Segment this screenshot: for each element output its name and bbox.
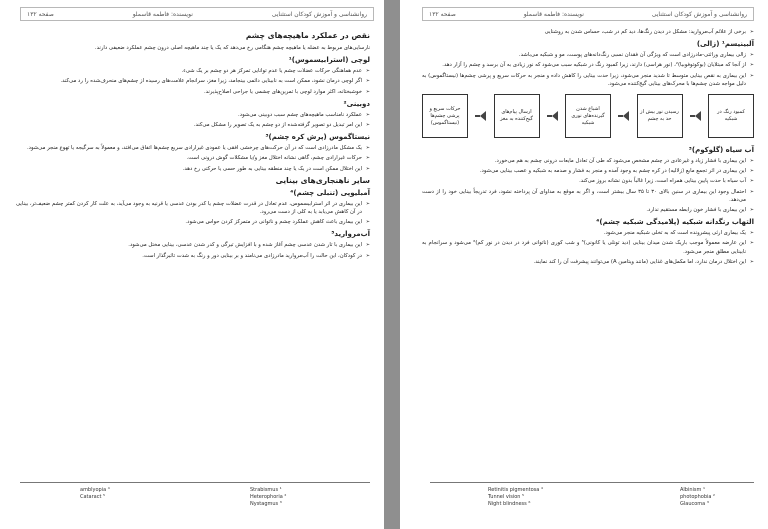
footnote: Albinism ¹: [680, 487, 705, 493]
bullet-item: ➢ از آنجا که مبتلایان (بوکوتوفوبیا)²، (نور هراسی) دارند، زیرا کمبود رنگ در شبکیه سبب می‌شود که نور زیادی به آن برسد و چشم را آزار دهد.: [422, 61, 754, 69]
section-heading: دوبینی²: [343, 99, 370, 108]
flow-box: کمبود رنگ در شبکیه: [708, 94, 754, 138]
bullet-item: ➢ این بیماری با تار شدن عدسی چشم آغاز شده و با افزایش تیرگی و کدر شدن عدسی، بینایی مختل می‌شود.: [16, 241, 370, 249]
section-heading: آب‌مروارید⁵: [331, 230, 370, 239]
footnote: Heterophoria ²: [250, 494, 287, 500]
bullet-item: ➢ این بیماری در اثر استرابیسموس، عدم تعادل در قدرت عضلات چشم یا کدر بودن عدسی یا قرنیه به وجود می‌آید، به علت کار کردن کمتر چشم ضعیف‌تر، بینایی در آن کاهش می‌یابد یا به کلی از دست می‌رود.: [16, 200, 370, 216]
bullet-item: ➢ عدم هماهنگی حرکات عضلات چشم یا عدم توانایی تمرکز هر دو چشم بر یک شیء.: [16, 67, 370, 75]
header-page-number: صفحه ۱۳۲: [27, 10, 54, 18]
flow-box: ارسال پیام‌های گیج‌کننده به مغز: [494, 94, 540, 138]
bullet-item: ➢ این اختلال ممکن است در یک یا چند منطقه بینایی به طور حسی یا حرکتی رخ دهد.: [16, 165, 370, 173]
footnotes-right-column: [680, 487, 715, 508]
header-author: نویسنده: فاطمه قاسملو: [132, 10, 193, 18]
section-heading: آلبینیسم¹ (زالی): [696, 40, 754, 49]
footnote: Strabismus ¹: [250, 487, 282, 493]
arrow-left-icon: [547, 111, 558, 121]
footnote: Nystagmus ³: [250, 501, 282, 507]
bullet-item: ➢ احتمال وجود این بیماری در سنین بالای ۳۰ تا ۳۵ سال بیشتر است، و اگر به موقع به مداوای آن پرداخته نشود، فرد تدریجاً بینایی خود را از دست می‌دهد.: [422, 188, 754, 204]
section-heading: نقص در عملکرد ماهیچه‌های چشم: [245, 31, 370, 40]
footnotes-right-column: [250, 487, 286, 508]
arrow-left-icon: [618, 111, 629, 121]
bullet-item: ➢ یک مشکل مادرزادی است که در آن حرکت‌های چرخشی افقی یا عمودی غیرارادی سریع چشم‌ها اتفاق می‌افتد، و معمولاً به سرگیجه یا تهوع منجر می‌شود.: [16, 144, 370, 152]
page-header: [20, 7, 374, 21]
bullet-item: ➢ این بیماری با فشار زیاد و غیرعادی در چشم مشخص می‌شود که طی آن تعادل مایعات درونی چشم به هم می‌خورد.: [422, 157, 754, 165]
footnotes-left-column: [80, 487, 110, 501]
section-heading: آمبلیوپی (تنبلی چشم)⁴: [290, 188, 370, 197]
section-heading: آب سیاه (گلوکوم)³: [688, 146, 754, 155]
footnotes: [430, 482, 754, 513]
bullet-item: ➢ حرکات غیرارادی چشم، گاهی نشانه اختلال مغز و/یا مشکلات گوش درونی است.: [16, 154, 370, 162]
header-book-title: روانشناسی و آموزش کودکان استثنایی: [651, 10, 747, 18]
section-heading: التهاب رنگدانه شبکیه (پلامیدگی شبکیه چشم)⁴: [596, 218, 754, 227]
paragraph: نارسایی‌های مربوط به عضله یا ماهیچه چشم هنگامی رخ می‌دهد که یک یا چند ماهیچه اصلی درون چشم عملکرد ضعیفی دارند.: [94, 45, 370, 51]
footnote: Night blindness ⁶: [488, 501, 531, 507]
page-body: [422, 28, 754, 268]
footnote: amblyopia ⁴: [80, 487, 110, 493]
section-heading: سایر ناهنجاری‌های بینایی: [275, 175, 370, 185]
bullet-item: ➢ این بیماری باعث کاهش عملکرد چشم و ناتوانی در متمرکز کردن حواس می‌شود.: [16, 218, 370, 226]
footnote: Retinitis pigmentosa ⁴: [488, 487, 543, 493]
bullet-item: ➢ آب سیاه با حدت پایین بینایی همراه است، زیرا غالباً بدون نشانه بروز می‌کند.: [422, 177, 754, 185]
bullet-item: ➢ خوشبختانه، اکثر موارد لوچی با تمرین‌های چشمی یا جراحی اصلاح‌پذیرند.: [16, 88, 370, 96]
bullet-item: ➢ این بیماری به نقص بینایی متوسط تا شدید منجر می‌شود، زیرا حدت بینایی را کاهش داده و منجر به حرکات سریع و پرشی چشم‌ها (نیستاگموس) به دلیل مواجه شدن چشم‌ها با محرک‌های بینایی گیج‌کننده می‌شود.: [422, 72, 754, 88]
arrow-left-icon: [690, 111, 701, 121]
bullet-item: ➢ این امر تبدیل دو تصویر گرفته‌شده از دو چشم به یک تصویر را مشکل می‌کند.: [16, 121, 370, 129]
header-author: نویسنده: فاطمه قاسملو: [523, 10, 584, 18]
footnote: Glaucoma ³: [680, 501, 709, 507]
bullet-item: ➢ یک بیماری ارثی پیشرونده است که به تخلی شبکیه منجر می‌شود.: [422, 229, 754, 237]
bullet-item: ➢ عملکرد نامناسب ماهیچه‌های چشم سبب دوبینی می‌شود.: [16, 111, 370, 119]
arrow-left-icon: [475, 111, 486, 121]
bullet-item: ➢ این بیماری در اثر تجمع مایع (زلالیه) در کره چشم به وجود آمده و منجر به فشار و صدمه به شبکیه و عصب بینایی می‌شود.: [422, 167, 754, 175]
footnote: Tunnel vision ⁵: [488, 494, 525, 500]
section-heading: لوچی (استرابیسموس)¹: [288, 56, 370, 65]
bullet-item: ➢ برخی از علائم آب‌مروارید: مشکل در دیدن رنگ‌ها، دید کم در شب، حساس شدن به روشنایی: [422, 28, 754, 36]
header-book-title: روانشناسی و آموزش کودکان استثنایی: [271, 10, 367, 18]
page-body: [16, 28, 370, 262]
bullet-item: ➢ این اختلال درمان ندارد، اما مکمل‌های غذایی (مانند ویتامین A) می‌توانند پیشرفت آن را کند نمایند.: [422, 258, 754, 266]
flow-box: اشباع شدن گیرنده‌های نوری شبکیه: [565, 94, 611, 138]
header-page-number: صفحه ۱۳۲: [429, 10, 456, 18]
bullet-item: ➢ اگر لوچی درمان نشود، ممکن است به نابینایی دائمی بینجامد، زیرا مغز، سرانجام علامت‌های رسیده از چشم‌های منحرف‌شده را رد می‌کند.: [16, 77, 370, 85]
flow-box: رسیدن نور بیش از حد به چشم: [637, 94, 683, 138]
bullet-item: ➢ این بیماری با فشار خون رابطه مستقیم ندارد.: [422, 206, 754, 214]
page-header: [422, 7, 754, 21]
bullet-item: ➢ زالی بیماری وراثتی-مادرزادی است که ویژگی آن فقدان نسبی رنگ‌دانه‌های پوست، مو و شبکیه می‌باشد.: [422, 51, 754, 59]
footnotes-left-column: [488, 487, 543, 508]
bullet-item: ➢ این عارضه معمولاً موجب باریک شدن میدان بینایی (دید تونلی یا کانونی)⁵ و شب کوری (ناتوانی فرد در دیدن در نور کم)⁶ می‌شود و سرانجام به نابینایی مطلق منجر می‌شود.: [422, 239, 754, 255]
footnotes: [20, 482, 370, 513]
albinism-flow-diagram: [422, 94, 754, 138]
flow-box: حرکات سریع و پرشی چشم‌ها (نیستاگموس): [422, 94, 468, 138]
footnote: photophobia ²: [680, 494, 716, 500]
bullet-item: ➢ در کودکان، این حالت را آب‌مروارید مادرزادی می‌نامند و بر بینایی دور و رنگ به شدت تاثیرگذار است.: [16, 252, 370, 260]
footnote: Cataract ⁵: [80, 494, 106, 500]
section-heading: نیستاگموس (پرش کره چشم)³: [265, 133, 370, 142]
right-page: [400, 0, 768, 529]
